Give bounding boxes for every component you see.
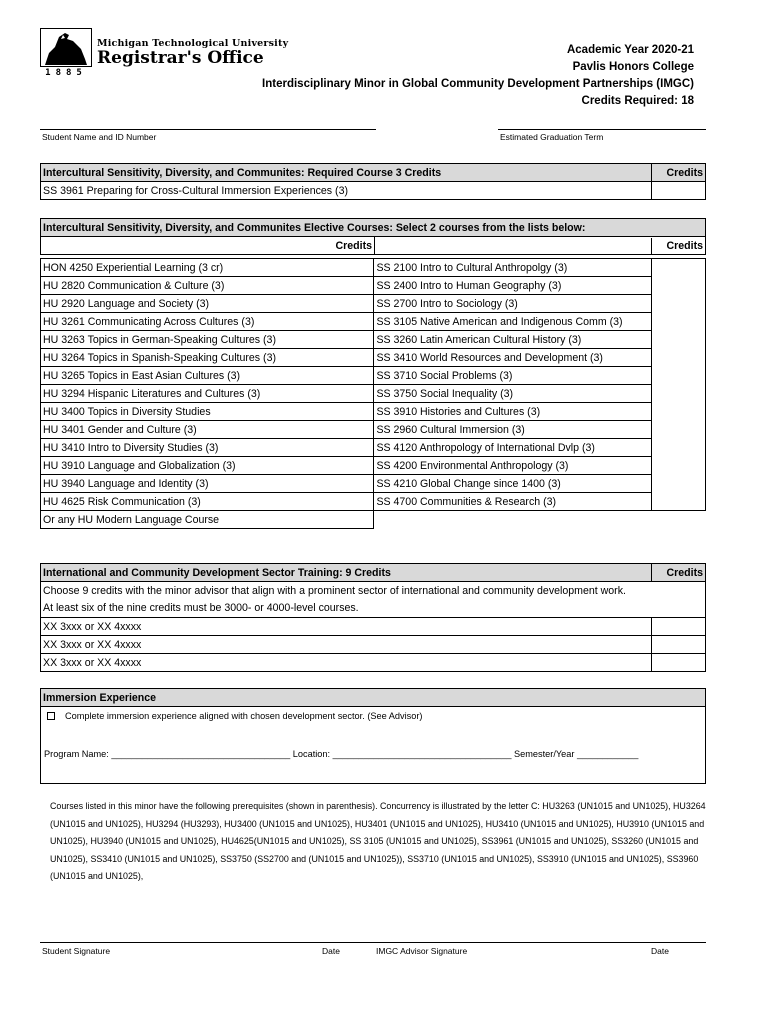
elective-list-table	[40, 258, 706, 529]
immersion-program-line[interactable]: Program Name: ___________________________________ Location: ___________________________________ Semester/Year ____________	[44, 749, 639, 759]
office-name: Registrar's Office	[97, 48, 264, 68]
ss-course-item: SS 2100 Intro to Cultural Anthropolgy (3)	[374, 259, 652, 277]
ss-course-item: SS 3260 Latin American Cultural History (3)	[374, 331, 652, 349]
hu-course-item: HU 3261 Communicating Across Cultures (3)	[41, 313, 374, 331]
ss-course-item: SS 3105 Native American and Indigenous Comm (3)	[374, 313, 652, 331]
graduation-term-label: Estimated Graduation Term	[500, 132, 604, 142]
ss-course-item: SS 3910 Histories and Cultures (3)	[374, 403, 652, 421]
ss-course-item: SS 4700 Communities & Research (3)	[374, 493, 652, 511]
sector-training-table	[40, 563, 706, 672]
signature-line[interactable]	[40, 942, 706, 943]
hu-course-item: HU 3400 Topics in Diversity Studies	[41, 403, 374, 421]
immersion-checkbox[interactable]	[47, 712, 55, 720]
credits-header-right: Credits	[651, 238, 705, 254]
credits-header: Credits	[652, 164, 706, 182]
advisor-signature-label: IMGC Advisor Signature	[376, 946, 468, 956]
husky-icon	[41, 29, 91, 67]
sector-credits-cell[interactable]	[652, 636, 706, 654]
ss-course-item: SS 3410 World Resources and Development (3)	[374, 349, 652, 367]
required-section-title: Intercultural Sensitivity, Diversity, and Communites: Required Course 3 Credits	[41, 164, 652, 182]
student-name-label: Student Name and ID Number	[42, 132, 157, 142]
hu-course-item: HU 3294 Hispanic Literatures and Cultures (3)	[41, 385, 374, 403]
immersion-title: Immersion Experience	[41, 689, 705, 707]
credits-cell[interactable]	[652, 182, 706, 200]
prerequisite-notes: Courses listed in this minor have the following prerequisites (shown in parenthesis). Concurrency is illustrated by the letter C: HU3263 (UN1015 and UN1025), HU3264 (UN1015 and UN1025), HU3294 (HU3293), HU3400 (UN1015 and UN1025), HU3401 (UN1015 and UN1025), HU3410 (UN1015 and UN1025), HU3910 (UN1015 and UN1025), HU3940 (UN1015 and UN1025), HU4625(UN1015 and UN1025), SS 3105 (UN1015 and UN1025), SS3961 (UN1015 and UN1025), SS3260 (UN1015 and UN1025), SS3410 (UN1015 and UN1025), SS3750 (SS2700 and (UN1015 and UN1025)), SS3710 (UN1015 and UN1025), SS3910 (UN1015 and UN1025), SS3960 (UN1015 and UN1025),	[50, 801, 706, 881]
ss-course-item: SS 4210 Global Change since 1400 (3)	[374, 475, 652, 493]
hu-course-item: HU 3410 Intro to Diversity Studies (3)	[41, 439, 374, 457]
sector-course-row: XX 3xxx or XX 4xxxx	[41, 654, 652, 672]
elective-course-table	[40, 218, 706, 255]
hu-course-item: HU 3940 Language and Identity (3)	[41, 475, 374, 493]
logo-year: 1885	[40, 66, 92, 80]
advisor-date-label: Date	[651, 946, 669, 956]
sector-description-2: At least six of the nine credits must be 3000- or 4000-level courses.	[41, 600, 706, 618]
hu-course-item: Or any HU Modern Language Course	[41, 511, 374, 529]
student-date-label: Date	[322, 946, 340, 956]
university-name: Michigan Technological University	[97, 38, 289, 49]
graduation-term-line[interactable]	[498, 129, 706, 130]
immersion-checkbox-label: Complete immersion experience aligned with chosen development sector. (See Advisor)	[65, 711, 423, 721]
sector-credits-header: Credits	[652, 564, 706, 582]
hu-course-item: HU 2920 Language and Society (3)	[41, 295, 374, 313]
sector-credits-cell[interactable]	[652, 654, 706, 672]
academic-year: Academic Year 2020-21	[566, 44, 694, 56]
ss-course-item: SS 2400 Intro to Human Geography (3)	[374, 277, 652, 295]
student-signature-label: Student Signature	[42, 946, 111, 956]
required-course-table	[40, 163, 706, 200]
student-name-line[interactable]	[40, 129, 376, 130]
immersion-box	[40, 688, 706, 784]
sector-credits-cell[interactable]	[652, 618, 706, 636]
college-name: Pavlis Honors College	[572, 61, 694, 73]
elective-section-title: Intercultural Sensitivity, Diversity, and Communites Elective Courses: Select 2 courses from the lists below:	[41, 219, 706, 237]
credits-required: Credits Required: 18	[581, 95, 694, 107]
ss-course-item: SS 4200 Environmental Anthropology (3)	[374, 457, 652, 475]
hu-course-item: HU 3263 Topics in German-Speaking Cultures (3)	[41, 331, 374, 349]
sector-course-row: XX 3xxx or XX 4xxxx	[41, 636, 652, 654]
sector-course-row: XX 3xxx or XX 4xxxx	[41, 618, 652, 636]
hu-course-item: HU 3401 Gender and Culture (3)	[41, 421, 374, 439]
hu-course-item: HU 3910 Language and Globalization (3)	[41, 457, 374, 475]
elective-lists	[40, 258, 706, 529]
hu-course-item: HON 4250 Experiential Learning (3 cr)	[41, 259, 374, 277]
hu-course-item: HU 4625 Risk Communication (3)	[41, 493, 374, 511]
sector-description-1: Choose 9 credits with the minor advisor that align with a prominent sector of international and community development work.	[41, 582, 706, 600]
ss-course-item: SS 3750 Social Inequality (3)	[374, 385, 652, 403]
ss-course-item: SS 2700 Intro to Sociology (3)	[374, 295, 652, 313]
ss-course-item: SS 3710 Social Problems (3)	[374, 367, 652, 385]
hu-course-item: HU 3265 Topics in East Asian Cultures (3)	[41, 367, 374, 385]
ss-course-item: SS 4120 Anthropology of International Dvlp (3)	[374, 439, 652, 457]
hu-course-item: HU 3264 Topics in Spanish-Speaking Cultures (3)	[41, 349, 374, 367]
credits-header-left: Credits	[331, 237, 375, 255]
required-course: SS 3961 Preparing for Cross-Cultural Immersion Experiences (3)	[41, 182, 652, 200]
hu-course-item: HU 2820 Communication & Culture (3)	[41, 277, 374, 295]
elective-credits-cell[interactable]	[652, 259, 706, 511]
sector-section-title: International and Community Development Sector Training: 9 Credits	[41, 564, 652, 582]
program-title: Interdisciplinary Minor in Global Community Development Partnerships (IMGC)	[262, 78, 694, 90]
ss-course-item: SS 2960 Cultural Immersion (3)	[374, 421, 652, 439]
